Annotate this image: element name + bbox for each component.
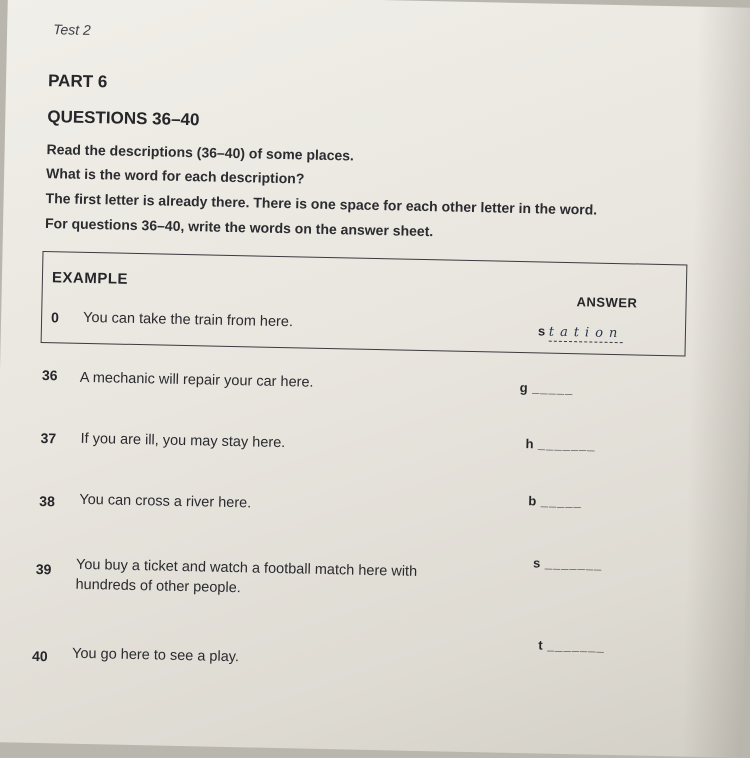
answer-blank[interactable] bbox=[525, 435, 595, 454]
page-shadow bbox=[682, 7, 750, 758]
answer-spaces: _____ bbox=[540, 493, 583, 510]
answer-spaces: _______ bbox=[547, 637, 605, 654]
answer-blank[interactable] bbox=[528, 492, 582, 511]
answer-blank[interactable] bbox=[520, 379, 574, 398]
answer-spaces: _______ bbox=[544, 555, 603, 572]
example-text: You can take the train from here. bbox=[82, 309, 294, 331]
question-text: A mechanic will repair your car here. bbox=[79, 369, 314, 391]
answer-first-letter: h bbox=[525, 436, 534, 452]
answer-spaces: _____ bbox=[532, 380, 574, 397]
question-number: 38 bbox=[39, 492, 56, 510]
example-first-letter: s bbox=[537, 323, 546, 339]
question-text-line: hundreds of other people. bbox=[75, 576, 241, 597]
answer-label: ANSWER bbox=[576, 294, 638, 311]
question-number: 36 bbox=[41, 367, 58, 384]
questions-title: QUESTIONS 36–40 bbox=[47, 107, 200, 130]
example-label: EXAMPLE bbox=[51, 269, 129, 288]
answer-blank[interactable] bbox=[538, 636, 605, 655]
answer-first-letter: g bbox=[519, 380, 528, 396]
answer-first-letter: s bbox=[532, 555, 541, 571]
question-text: You can cross a river here. bbox=[79, 491, 252, 512]
instruction-line: The first letter is already there. There is one space for each other letter in the word. bbox=[45, 190, 598, 218]
question-number: 39 bbox=[35, 560, 52, 578]
question-text-line: You buy a ticket and watch a football match here with bbox=[75, 556, 418, 580]
running-head: Test 2 bbox=[53, 21, 91, 38]
instruction-line: What is the word for each description? bbox=[45, 165, 305, 187]
question-number: 37 bbox=[40, 430, 57, 447]
question-number: 40 bbox=[31, 647, 48, 665]
answer-spaces: _______ bbox=[537, 436, 596, 453]
answer-blank[interactable] bbox=[533, 554, 603, 573]
answer-first-letter: t bbox=[538, 637, 543, 653]
question-text: If you are ill, you may stay here. bbox=[80, 430, 286, 452]
question-text: You go here to see a play. bbox=[71, 645, 240, 666]
answer-first-letter: b bbox=[528, 493, 537, 509]
instruction-line: For questions 36–40, write the words on the answer sheet. bbox=[44, 215, 434, 240]
example-handwritten-answer: tation bbox=[548, 324, 624, 342]
example-answer bbox=[538, 323, 624, 343]
part-title: PART 6 bbox=[47, 71, 108, 92]
instruction-line: Read the descriptions (36–40) of some places. bbox=[46, 141, 355, 164]
example-number: 0 bbox=[50, 309, 60, 326]
